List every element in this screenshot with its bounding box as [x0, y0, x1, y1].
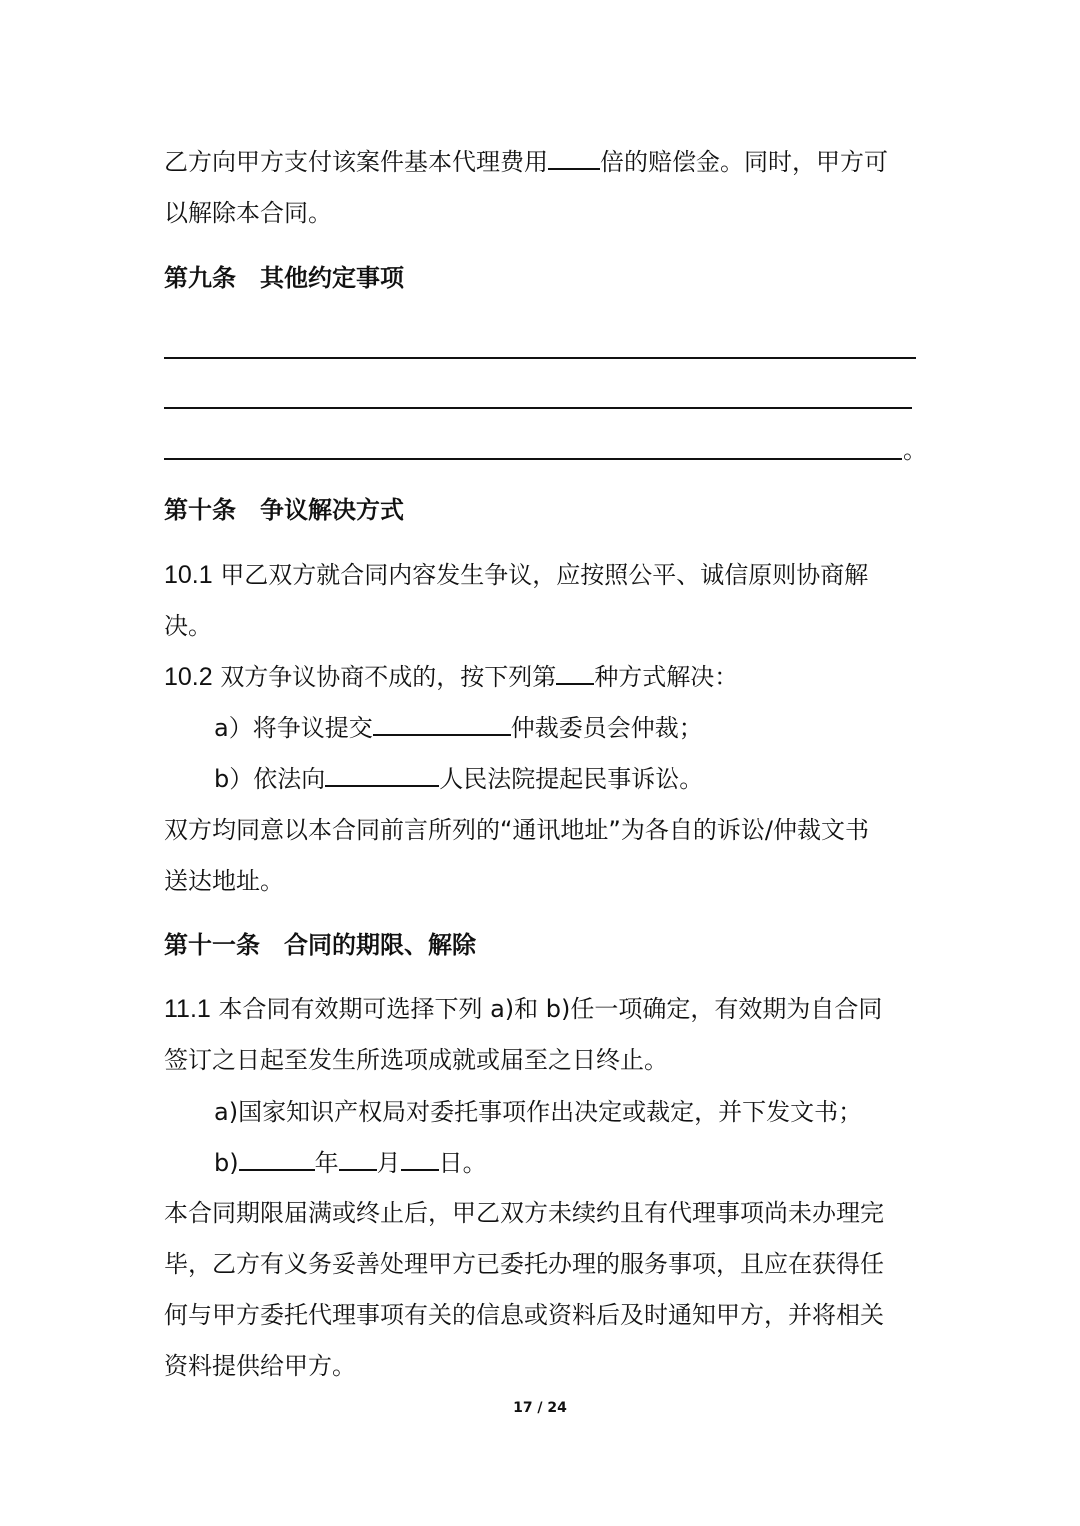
blank-court — [325, 763, 439, 787]
term-option-a: a)国家知识产权局对委托事项作出决定或裁定，并下发文书； — [214, 1098, 863, 1126]
clause-number: 10.1 — [164, 561, 213, 589]
text-segment: 日。 — [438, 1149, 487, 1177]
text-segment: 双方争议协商不成的，按下列第 — [220, 663, 557, 691]
para1-line1 — [164, 146, 916, 178]
text-segment: 人民法院提起民事诉讼。 — [439, 765, 704, 793]
blank-line-2 — [164, 407, 912, 409]
blank-year — [239, 1147, 315, 1171]
text-segment: 月 — [376, 1149, 401, 1177]
text-segment: 仲裁委员会仲裁； — [510, 714, 703, 742]
clause-number: 11.1 — [164, 995, 211, 1023]
article-9-heading: 第九条 其他约定事项 — [164, 264, 404, 292]
clause-10-1-line2: 决。 — [164, 612, 212, 640]
blank-day — [401, 1147, 439, 1171]
text-segment: 种方式解决： — [594, 663, 739, 691]
text-segment: 倍的赔偿金。同时，甲方可 — [600, 148, 888, 176]
article-10-heading: 第十条 争议解决方式 — [164, 496, 404, 524]
text-segment: a）将争议提交 — [214, 714, 373, 742]
blank-line-1 — [164, 357, 916, 359]
text-segment: b）依法向 — [214, 765, 326, 793]
option-b-court — [214, 763, 966, 795]
text-segment: b) — [214, 1149, 239, 1177]
termination-line1: 本合同期限届满或终止后，甲乙双方未续约且有代理事项尚未办理完 — [164, 1199, 884, 1227]
option-a-arbitration — [214, 712, 966, 744]
termination-line3: 何与甲方委托代理事项有关的信息或资料后及时通知甲方，并将相关 — [164, 1301, 884, 1329]
clause-number: 10.2 — [164, 663, 213, 691]
clause-11-1-line2: 签订之日起至发生所选项成就或届至之日终止。 — [164, 1046, 668, 1074]
article-9-period: 。 — [903, 436, 927, 464]
clause-text: 甲乙双方就合同内容发生争议，应按照公平、诚信原则协商解 — [220, 561, 869, 589]
termination-line2: 毕，乙方有义务妥善处理甲方已委托办理的服务事项，且应在获得任 — [164, 1250, 884, 1278]
service-address-line1: 双方均同意以本合同前言所列的“通讯地址”为各自的诉讼/仲裁文书 — [164, 816, 869, 844]
para1-line2: 以解除本合同。 — [164, 199, 332, 227]
clause-11-1-line1 — [164, 993, 916, 1025]
term-option-b — [214, 1147, 966, 1179]
blank-method-number — [556, 661, 594, 685]
termination-line4: 资料提供给甲方。 — [164, 1352, 356, 1380]
service-address-line2: 送达地址。 — [164, 867, 284, 895]
clause-text: 本合同有效期可选择下列 a)和 b)任一项确定，有效期为自合同 — [218, 995, 883, 1023]
page-number: 17 / 24 — [513, 1400, 567, 1416]
clause-10-2-line1 — [164, 661, 916, 693]
blank-line-3 — [164, 458, 902, 460]
text-segment: 乙方向甲方支付该案件基本代理费用 — [164, 148, 548, 176]
article-11-heading: 第十一条 合同的期限、解除 — [164, 931, 476, 959]
text-segment: 年 — [314, 1149, 339, 1177]
blank-month — [339, 1147, 377, 1171]
blank-multiplier — [548, 146, 600, 170]
blank-arbitration-commission — [373, 712, 511, 736]
clause-10-1-line1 — [164, 559, 916, 591]
